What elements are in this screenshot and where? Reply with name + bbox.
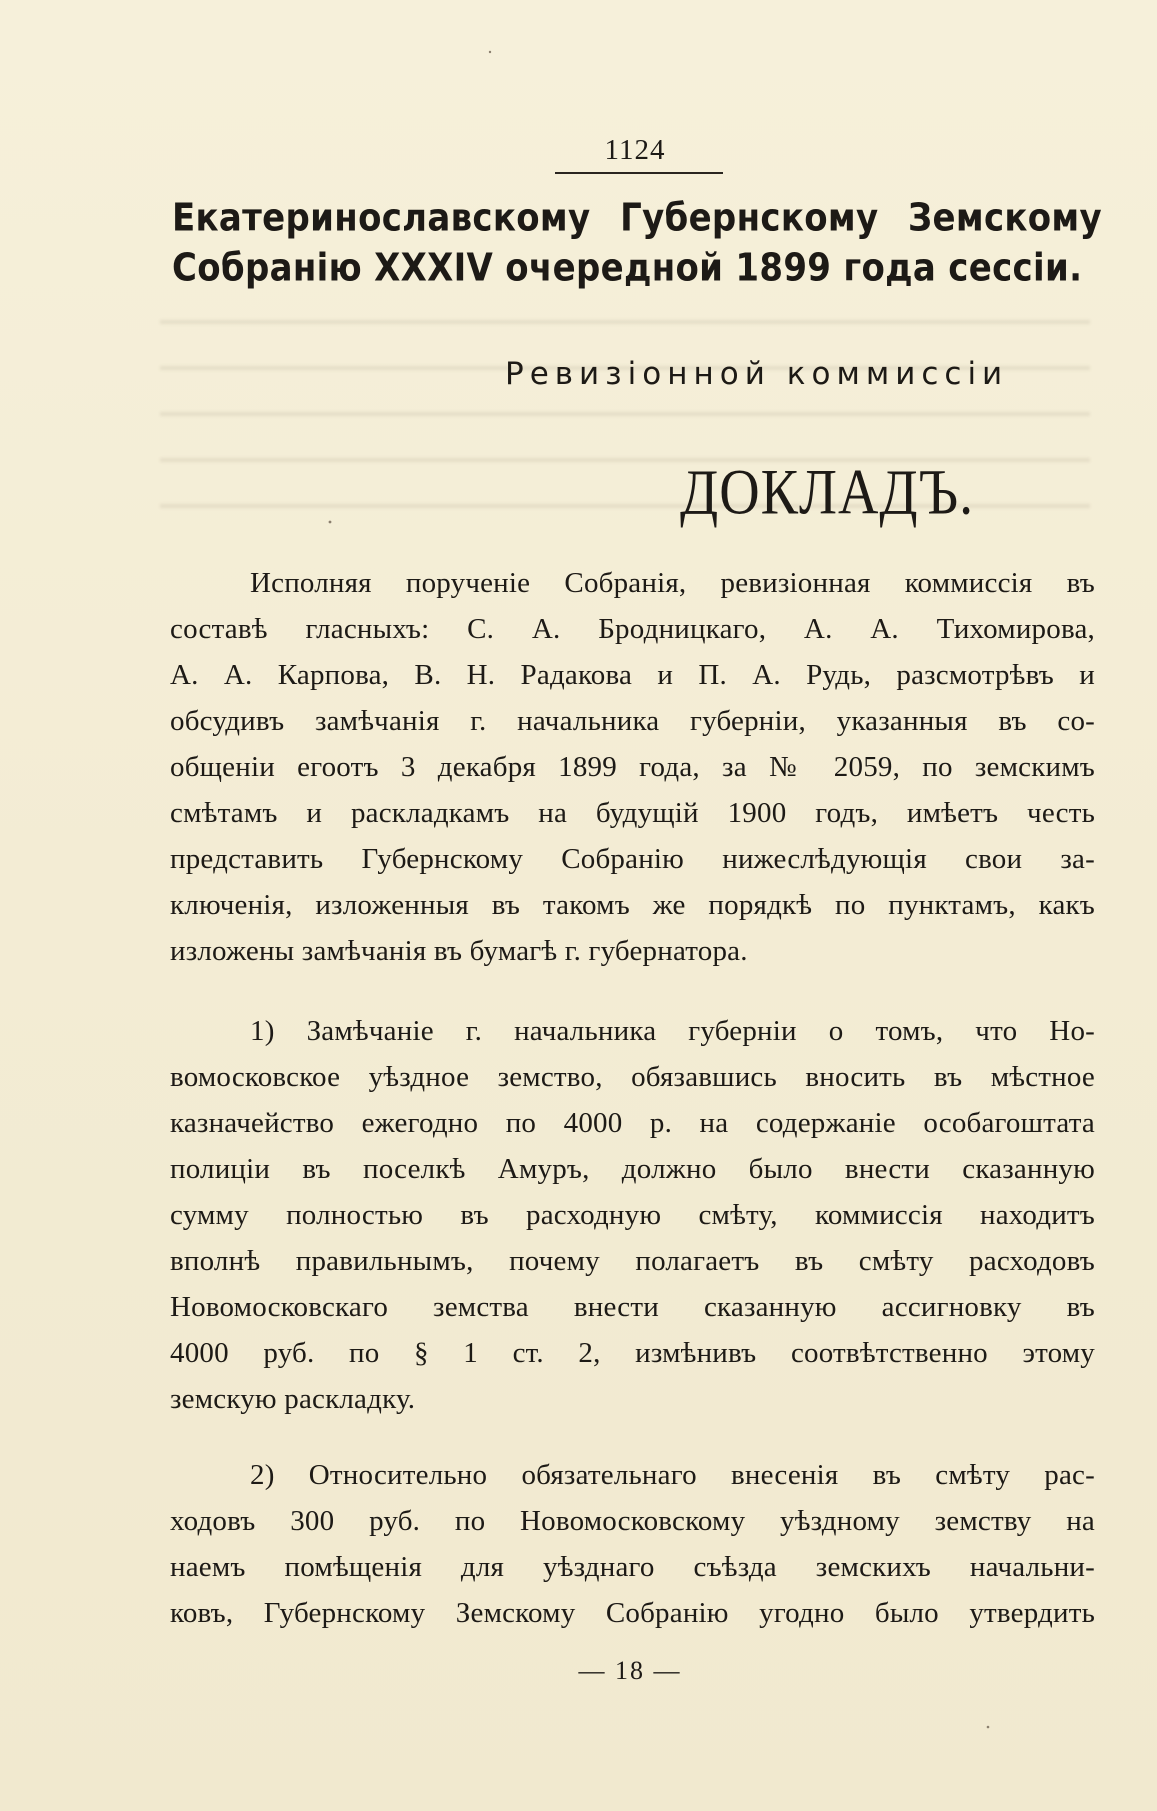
commission-heading: Ревизіонной коммиссіи	[505, 356, 1009, 392]
paper-speck	[489, 51, 491, 53]
page-number: 1124	[604, 134, 666, 166]
text-line: полиціи въ поселкѣ Амуръ, должно было внести сказанную	[170, 1153, 1095, 1185]
page-number-rule	[555, 172, 723, 174]
paragraph-2	[170, 1008, 1095, 1422]
addressee-heading	[172, 190, 1102, 290]
text-line: смѣтамъ и раскладкамъ на будущій 1900 годъ, имѣетъ честь	[170, 797, 1095, 829]
paragraph-3	[170, 1452, 1095, 1636]
text-line: Новомосковскаго земства внести сказанную ассигновку въ	[170, 1291, 1095, 1323]
text-line: составѣ гласныхъ: С. А. Бродницкаго, А. А. Тихомирова,	[170, 613, 1095, 645]
text-line: А. А. Карпова, В. Н. Радакова и П. А. Рудь, разсмотрѣвъ и	[170, 659, 1095, 691]
paper-speck	[329, 521, 332, 524]
text-line: представить Губернскому Собранію нижеслѣдующія свои за-	[170, 843, 1095, 875]
text-line: изложены замѣчанія въ бумагѣ г. губернатора.	[170, 935, 748, 967]
text-line: 4000 руб. по § 1 ст. 2, измѣнивъ соотвѣтственно этому	[170, 1337, 1095, 1369]
text-line: общеніи егоотъ 3 декабря 1899 года, за № 2059, по земскимъ	[170, 751, 1095, 783]
text-line: Исполняя порученіе Собранія, ревизіонная коммиссія въ	[250, 567, 1095, 599]
text-line: вомосковское уѣздное земство, обязавшись вносить въ мѣстное	[170, 1061, 1095, 1093]
text-line: земскую раскладку.	[170, 1383, 416, 1415]
addressee-line-1: Екатеринославскому Губернскому Земскому	[172, 195, 1102, 241]
text-line: ковъ, Губернскому Земскому Собранію угодно было утвердить	[170, 1597, 1095, 1629]
text-line: ходовъ 300 руб. по Новомосковскому уѣздному земству на	[170, 1505, 1095, 1537]
text-line: казначейство ежегодно по 4000 р. на содержаніе особагоштата	[170, 1107, 1095, 1139]
text-line: вполнѣ правильнымъ, почему полагаетъ въ смѣту расходовъ	[170, 1245, 1095, 1277]
text-line: 2) Относительно обязательнаго внесенія въ смѣту рас-	[250, 1459, 1095, 1491]
text-line: 1) Замѣчаніе г. начальника губерніи о томъ, что Но-	[250, 1015, 1095, 1047]
paper-speck	[987, 1726, 990, 1729]
document-title: ДОКЛАДЪ.	[680, 457, 975, 529]
text-line: наемъ помѣщенія для уѣзднаго съѣзда земскихъ начальни-	[170, 1551, 1095, 1583]
text-line: ключенія, изложенныя въ такомъ же порядкѣ по пунктамъ, какъ	[170, 889, 1095, 921]
paragraph-1	[170, 560, 1095, 974]
text-line: сумму полностью въ расходную смѣту, коммиссія находитъ	[170, 1199, 1095, 1231]
text-line: обсудивъ замѣчанія г. начальника губерніи, указанныя въ со-	[170, 705, 1095, 737]
page-footer: — 18 —	[578, 1656, 682, 1685]
addressee-line-2: Собранію XXXIV очередной 1899 года сессіи.	[172, 245, 1083, 291]
